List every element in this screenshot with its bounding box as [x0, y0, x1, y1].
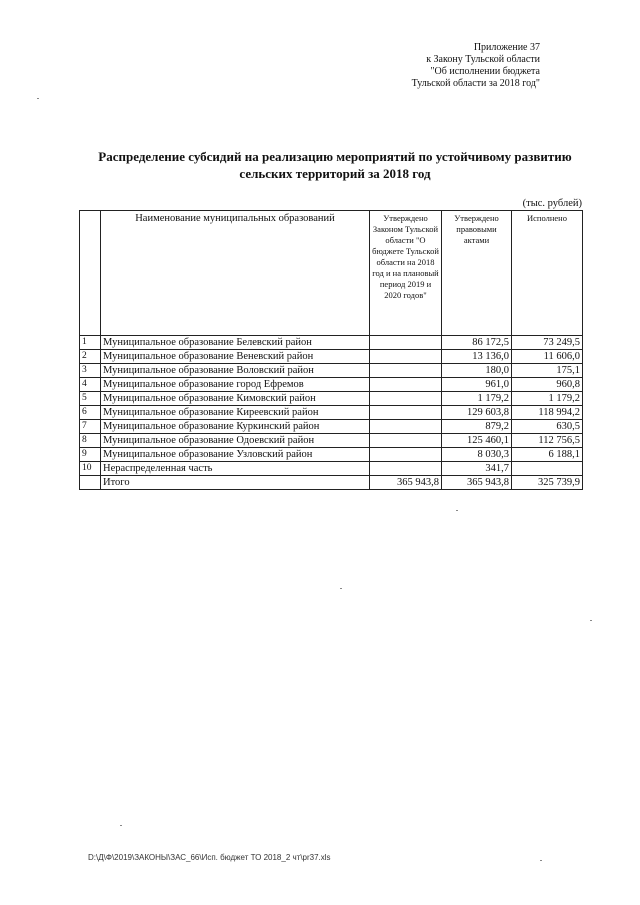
row-approved-acts: 180,0 — [442, 364, 512, 378]
annex-line-2: к Закону Тульской области — [426, 54, 540, 65]
row-approved-acts: 13 136,0 — [442, 350, 512, 364]
header-executed: Исполнено — [512, 211, 583, 336]
row-executed: 1 179,2 — [512, 392, 583, 406]
title-line-1: Распределение субсидий на реализацию мероприятий по устойчивому развитию — [98, 149, 572, 164]
row-approved-law — [370, 448, 442, 462]
table-row — [80, 448, 583, 462]
row-approved-law — [370, 406, 442, 420]
annex-line-1: Приложение 37 — [473, 42, 540, 53]
row-approved-acts: 8 030,3 — [442, 448, 512, 462]
table-row — [80, 406, 583, 420]
row-approved-acts: 129 603,8 — [442, 406, 512, 420]
row-executed: 112 756,5 — [512, 434, 583, 448]
total-approved-acts: 365 943,8 — [442, 476, 512, 490]
row-index: 5 — [80, 392, 101, 406]
row-name: Муниципальное образование Белевский район — [101, 336, 370, 350]
title-line-2: сельских территорий за 2018 год — [239, 166, 431, 181]
header-approved-law: Утверждено Законом Тульской области "О бюджете Тульской области на 2018 год и на плановый период 2019 и 2020 годов" — [370, 211, 442, 336]
row-index: 10 — [80, 462, 101, 476]
table-row — [80, 392, 583, 406]
row-index: 8 — [80, 434, 101, 448]
row-index: 3 — [80, 364, 101, 378]
row-index: 6 — [80, 406, 101, 420]
row-name: Муниципальное образование город Ефремов — [101, 378, 370, 392]
total-index — [80, 476, 101, 490]
row-index: 4 — [80, 378, 101, 392]
header-approved-acts: Утверждено правовыми актами — [442, 211, 512, 336]
scan-speck — [540, 860, 542, 861]
row-approved-law — [370, 462, 442, 476]
scan-speck — [37, 98, 39, 99]
scan-speck — [340, 588, 342, 589]
row-approved-law — [370, 420, 442, 434]
row-approved-law — [370, 350, 442, 364]
row-approved-acts: 1 179,2 — [442, 392, 512, 406]
row-approved-law — [370, 364, 442, 378]
subsidies-table — [79, 210, 583, 490]
row-name: Муниципальное образование Киреевский район — [101, 406, 370, 420]
table-row — [80, 420, 583, 434]
row-executed: 11 606,0 — [512, 350, 583, 364]
row-name: Муниципальное образование Веневский район — [101, 350, 370, 364]
row-executed: 630,5 — [512, 420, 583, 434]
row-approved-law — [370, 434, 442, 448]
row-executed — [512, 462, 583, 476]
header-name: Наименование муниципальных образований — [101, 211, 370, 336]
row-approved-law — [370, 392, 442, 406]
table-header-row — [80, 211, 583, 336]
table-row — [80, 336, 583, 350]
row-name: Муниципальное образование Воловский район — [101, 364, 370, 378]
units-label: (тыс. рублей) — [522, 198, 582, 209]
file-path-footer: D:\Д\Ф\2019\ЗАКОНЫ\ЗАС_66\Исп. бюджет ТО 2018_2 чт\pr37.xls — [88, 853, 331, 862]
total-label: Итого — [101, 476, 370, 490]
row-index: 7 — [80, 420, 101, 434]
scan-speck — [120, 825, 122, 826]
row-name: Муниципальное образование Узловский район — [101, 448, 370, 462]
table-row — [80, 434, 583, 448]
table-row — [80, 462, 583, 476]
row-executed: 6 188,1 — [512, 448, 583, 462]
row-index: 1 — [80, 336, 101, 350]
total-executed: 325 739,9 — [512, 476, 583, 490]
row-executed: 73 249,5 — [512, 336, 583, 350]
row-executed: 960,8 — [512, 378, 583, 392]
table-total-row — [80, 476, 583, 490]
table-row — [80, 364, 583, 378]
row-approved-acts: 879,2 — [442, 420, 512, 434]
annex-line-3: "Об исполнении бюджета — [430, 66, 540, 77]
row-approved-acts: 341,7 — [442, 462, 512, 476]
row-name: Нераспределенная часть — [101, 462, 370, 476]
document-title — [70, 148, 600, 182]
row-approved-acts: 961,0 — [442, 378, 512, 392]
row-executed: 118 994,2 — [512, 406, 583, 420]
row-name: Муниципальное образование Одоевский район — [101, 434, 370, 448]
row-approved-acts: 86 172,5 — [442, 336, 512, 350]
row-name: Муниципальное образование Куркинский район — [101, 420, 370, 434]
row-executed: 175,1 — [512, 364, 583, 378]
table-row — [80, 350, 583, 364]
scan-speck — [590, 620, 592, 621]
annex-line-4: Тульской области за 2018 год" — [411, 78, 540, 89]
row-approved-law — [370, 378, 442, 392]
total-approved-law: 365 943,8 — [370, 476, 442, 490]
header-index — [80, 211, 101, 336]
row-index: 9 — [80, 448, 101, 462]
row-approved-acts: 125 460,1 — [442, 434, 512, 448]
row-index: 2 — [80, 350, 101, 364]
table-row — [80, 378, 583, 392]
row-name: Муниципальное образование Кимовский район — [101, 392, 370, 406]
scan-speck — [456, 510, 458, 511]
row-approved-law — [370, 336, 442, 350]
annex-header — [340, 42, 540, 90]
